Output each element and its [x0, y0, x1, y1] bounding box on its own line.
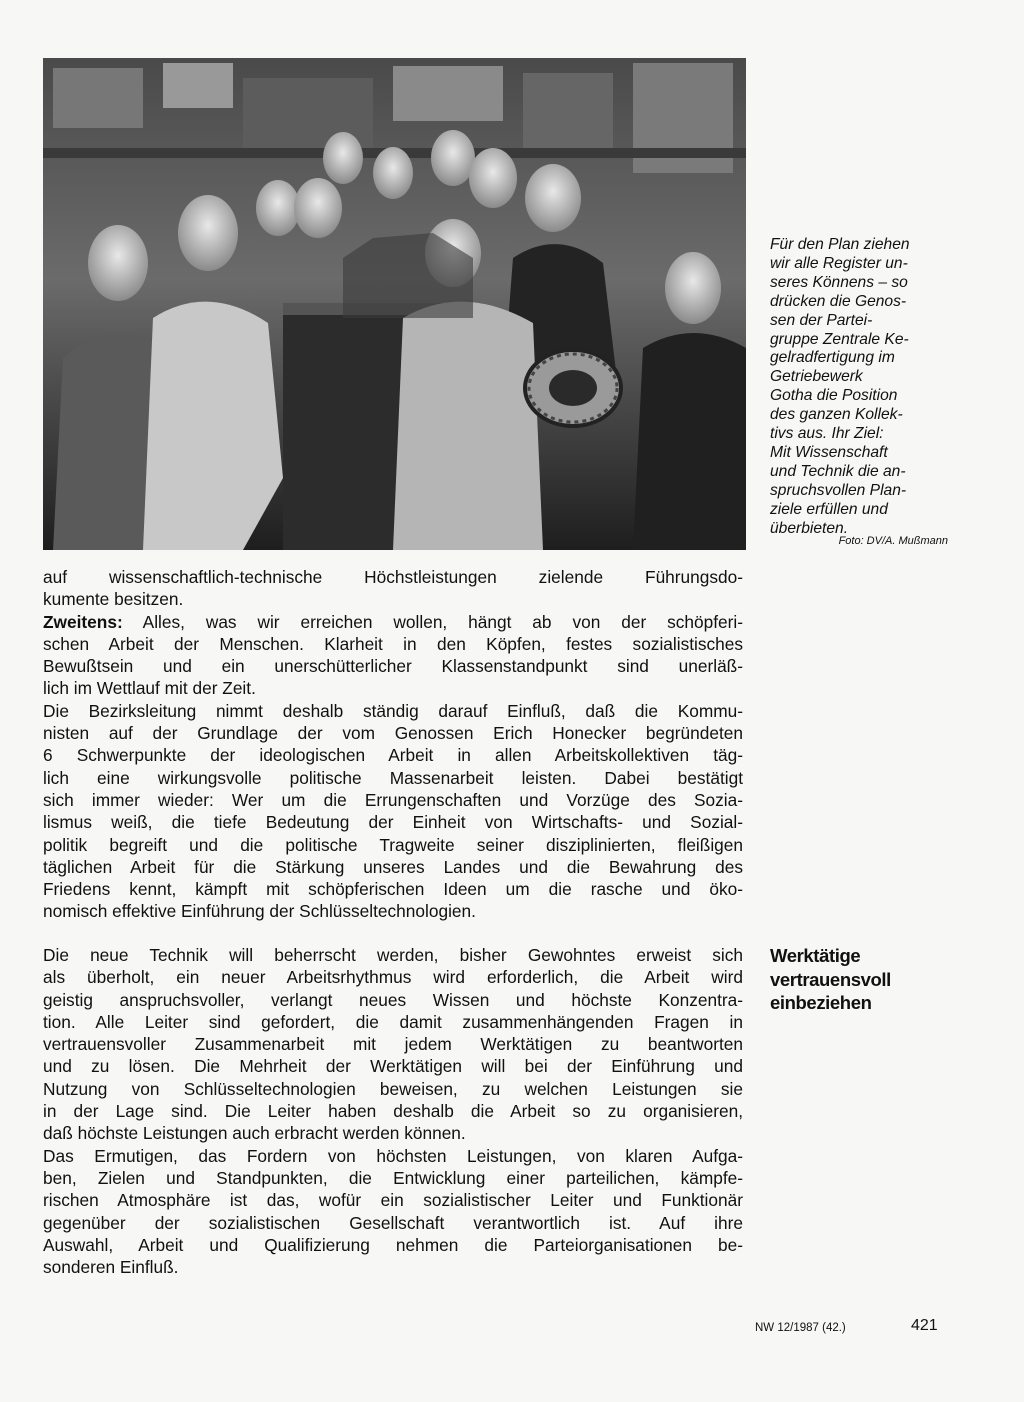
text-line: Das Ermutigen, das Fordern von höchsten Leistungen, von klaren Aufga- [43, 1145, 743, 1166]
text-line: Auswahl, Arbeit und Qualifizierung nehmen die Parteiorganisationen be- [43, 1234, 743, 1255]
caption-line: seres Könnens – so [770, 273, 908, 291]
caption-line: sen der Partei- [770, 311, 873, 329]
text-line: Die Bezirksleitung nimmt deshalb ständig darauf Einfluß, daß die Kommu- [43, 700, 743, 721]
caption-line: Mit Wissenschaft [770, 443, 888, 461]
text-line: vertrauensvoller Zusammenarbeit mit jedem Werktätigen zu beantworten [43, 1034, 743, 1055]
text-line: lich im Wettlauf mit der Zeit. [43, 678, 256, 699]
caption-line: ziele erfüllen und [770, 500, 888, 518]
caption-line: spruchsvollen Plan- [770, 481, 907, 499]
text-line: Nutzung von Schlüsseltechnologien beweisen, zu welchen Leistungen sie [43, 1078, 743, 1099]
caption-line: gruppe Zentrale Ke- [770, 330, 909, 348]
paragraph-lead: Zweitens: [43, 611, 123, 632]
text-line: täglichen Arbeit für die Stärkung unseres Landes und die Bewahrung des [43, 856, 743, 877]
text-line: daß höchste Leistungen auch erbracht werden können. [43, 1123, 466, 1144]
photo-caption [770, 236, 970, 539]
workers-photo [43, 58, 746, 550]
body-text-block-2 [43, 944, 743, 1278]
heading-line: Werktätige [770, 945, 861, 966]
text-line: nisten auf der Grundlage der vom Genossen Erich Honecker begründeten [43, 723, 743, 744]
text-fragment: Alles, was wir erreichen wollen, hängt ab von der schöpferi- [122, 611, 743, 632]
text-line: geistig anspruchsvoller, verlangt neues Wissen und höchste Konzentra- [43, 989, 743, 1010]
caption-line: wir alle Register un- [770, 254, 908, 272]
text-line: tion. Alle Leiter sind gefordert, die damit zusammenhängenden Fragen in [43, 1011, 743, 1032]
text-line [43, 611, 743, 633]
text-line: sich immer wieder: Wer um die Errungenschaften und Vorzüge des Sozia- [43, 789, 743, 810]
text-line: 6 Schwerpunkte der ideologischen Arbeit in allen Arbeitskollektiven täg- [43, 745, 743, 766]
text-line: gegenüber der sozialistischen Gesellschaft verantwortlich ist. Auf ihre [43, 1212, 743, 1233]
text-line: nomisch effektive Einführung der Schlüsseltechnologien. [43, 901, 476, 922]
text-line: und zu lösen. Die Mehrheit der Werktätigen will bei der Einführung und [43, 1056, 743, 1077]
photo-credit: Foto: DV/A. Mußmann [838, 535, 948, 547]
text-line: lich eine wirkungsvolle politische Massenarbeit leisten. Dabei bestätigt [43, 767, 743, 788]
workers-group-photo-icon [43, 58, 746, 550]
caption-line: gelradfertigung im [770, 349, 895, 367]
text-line: lismus weiß, die tiefe Bedeutung der Einheit von Wirtschafts- und Sozial- [43, 812, 743, 833]
text-line: sonderen Einfluß. [43, 1257, 179, 1278]
text-line: Die neue Technik will beherrscht werden, bisher Gewohntes erweist sich [43, 945, 743, 965]
caption-line: tivs aus. Ihr Ziel: [770, 425, 884, 443]
caption-line: drücken die Genos- [770, 292, 907, 310]
section-heading [770, 944, 970, 1015]
caption-line: Gotha die Position [770, 387, 898, 405]
issue-reference: NW 12/1987 (42.) [755, 1322, 846, 1334]
text-line: in der Lage sind. Die Leiter haben deshalb die Arbeit so zu organisieren, [43, 1101, 743, 1122]
text-line: ben, Zielen und Standpunkten, die Entwicklung einer parteilichen, kämpfe- [43, 1167, 743, 1188]
text-line: auf wissenschaftlich-technische Höchstleistungen zielende Führungsdo- [43, 567, 743, 587]
text-line: schen Arbeit der Menschen. Klarheit in den Köpfen, festes sozialistisches [43, 633, 743, 654]
text-line: rischen Atmosphäre ist das, wofür ein sozialistischer Leiter und Funktionär [43, 1190, 743, 1211]
caption-line: überbieten. [770, 519, 849, 537]
text-line: kumente besitzen. [43, 589, 184, 610]
heading-line: vertrauensvoll [770, 968, 891, 990]
text-line: Friedens kennt, kämpft mit schöpferischen Ideen um die rasche und öko- [43, 879, 743, 900]
caption-line: Für den Plan ziehen [770, 236, 910, 253]
page-number: 421 [911, 1317, 938, 1334]
heading-line: einbeziehen [770, 992, 872, 1013]
body-text-block-1 [43, 566, 743, 923]
caption-line: des ganzen Kollek- [770, 406, 903, 424]
text-line: politik begreift und die politische Tragweite seiner disziplinierten, fleißigen [43, 834, 743, 855]
caption-line: und Technik die an- [770, 462, 906, 480]
text-line: als überholt, ein neuer Arbeitsrhythmus wird erforderlich, die Arbeit wird [43, 967, 743, 988]
caption-line: Getriebewerk [770, 368, 863, 386]
text-line: Bewußtsein und ein unerschütterlicher Klassenstandpunkt sind unerläß- [43, 656, 743, 677]
